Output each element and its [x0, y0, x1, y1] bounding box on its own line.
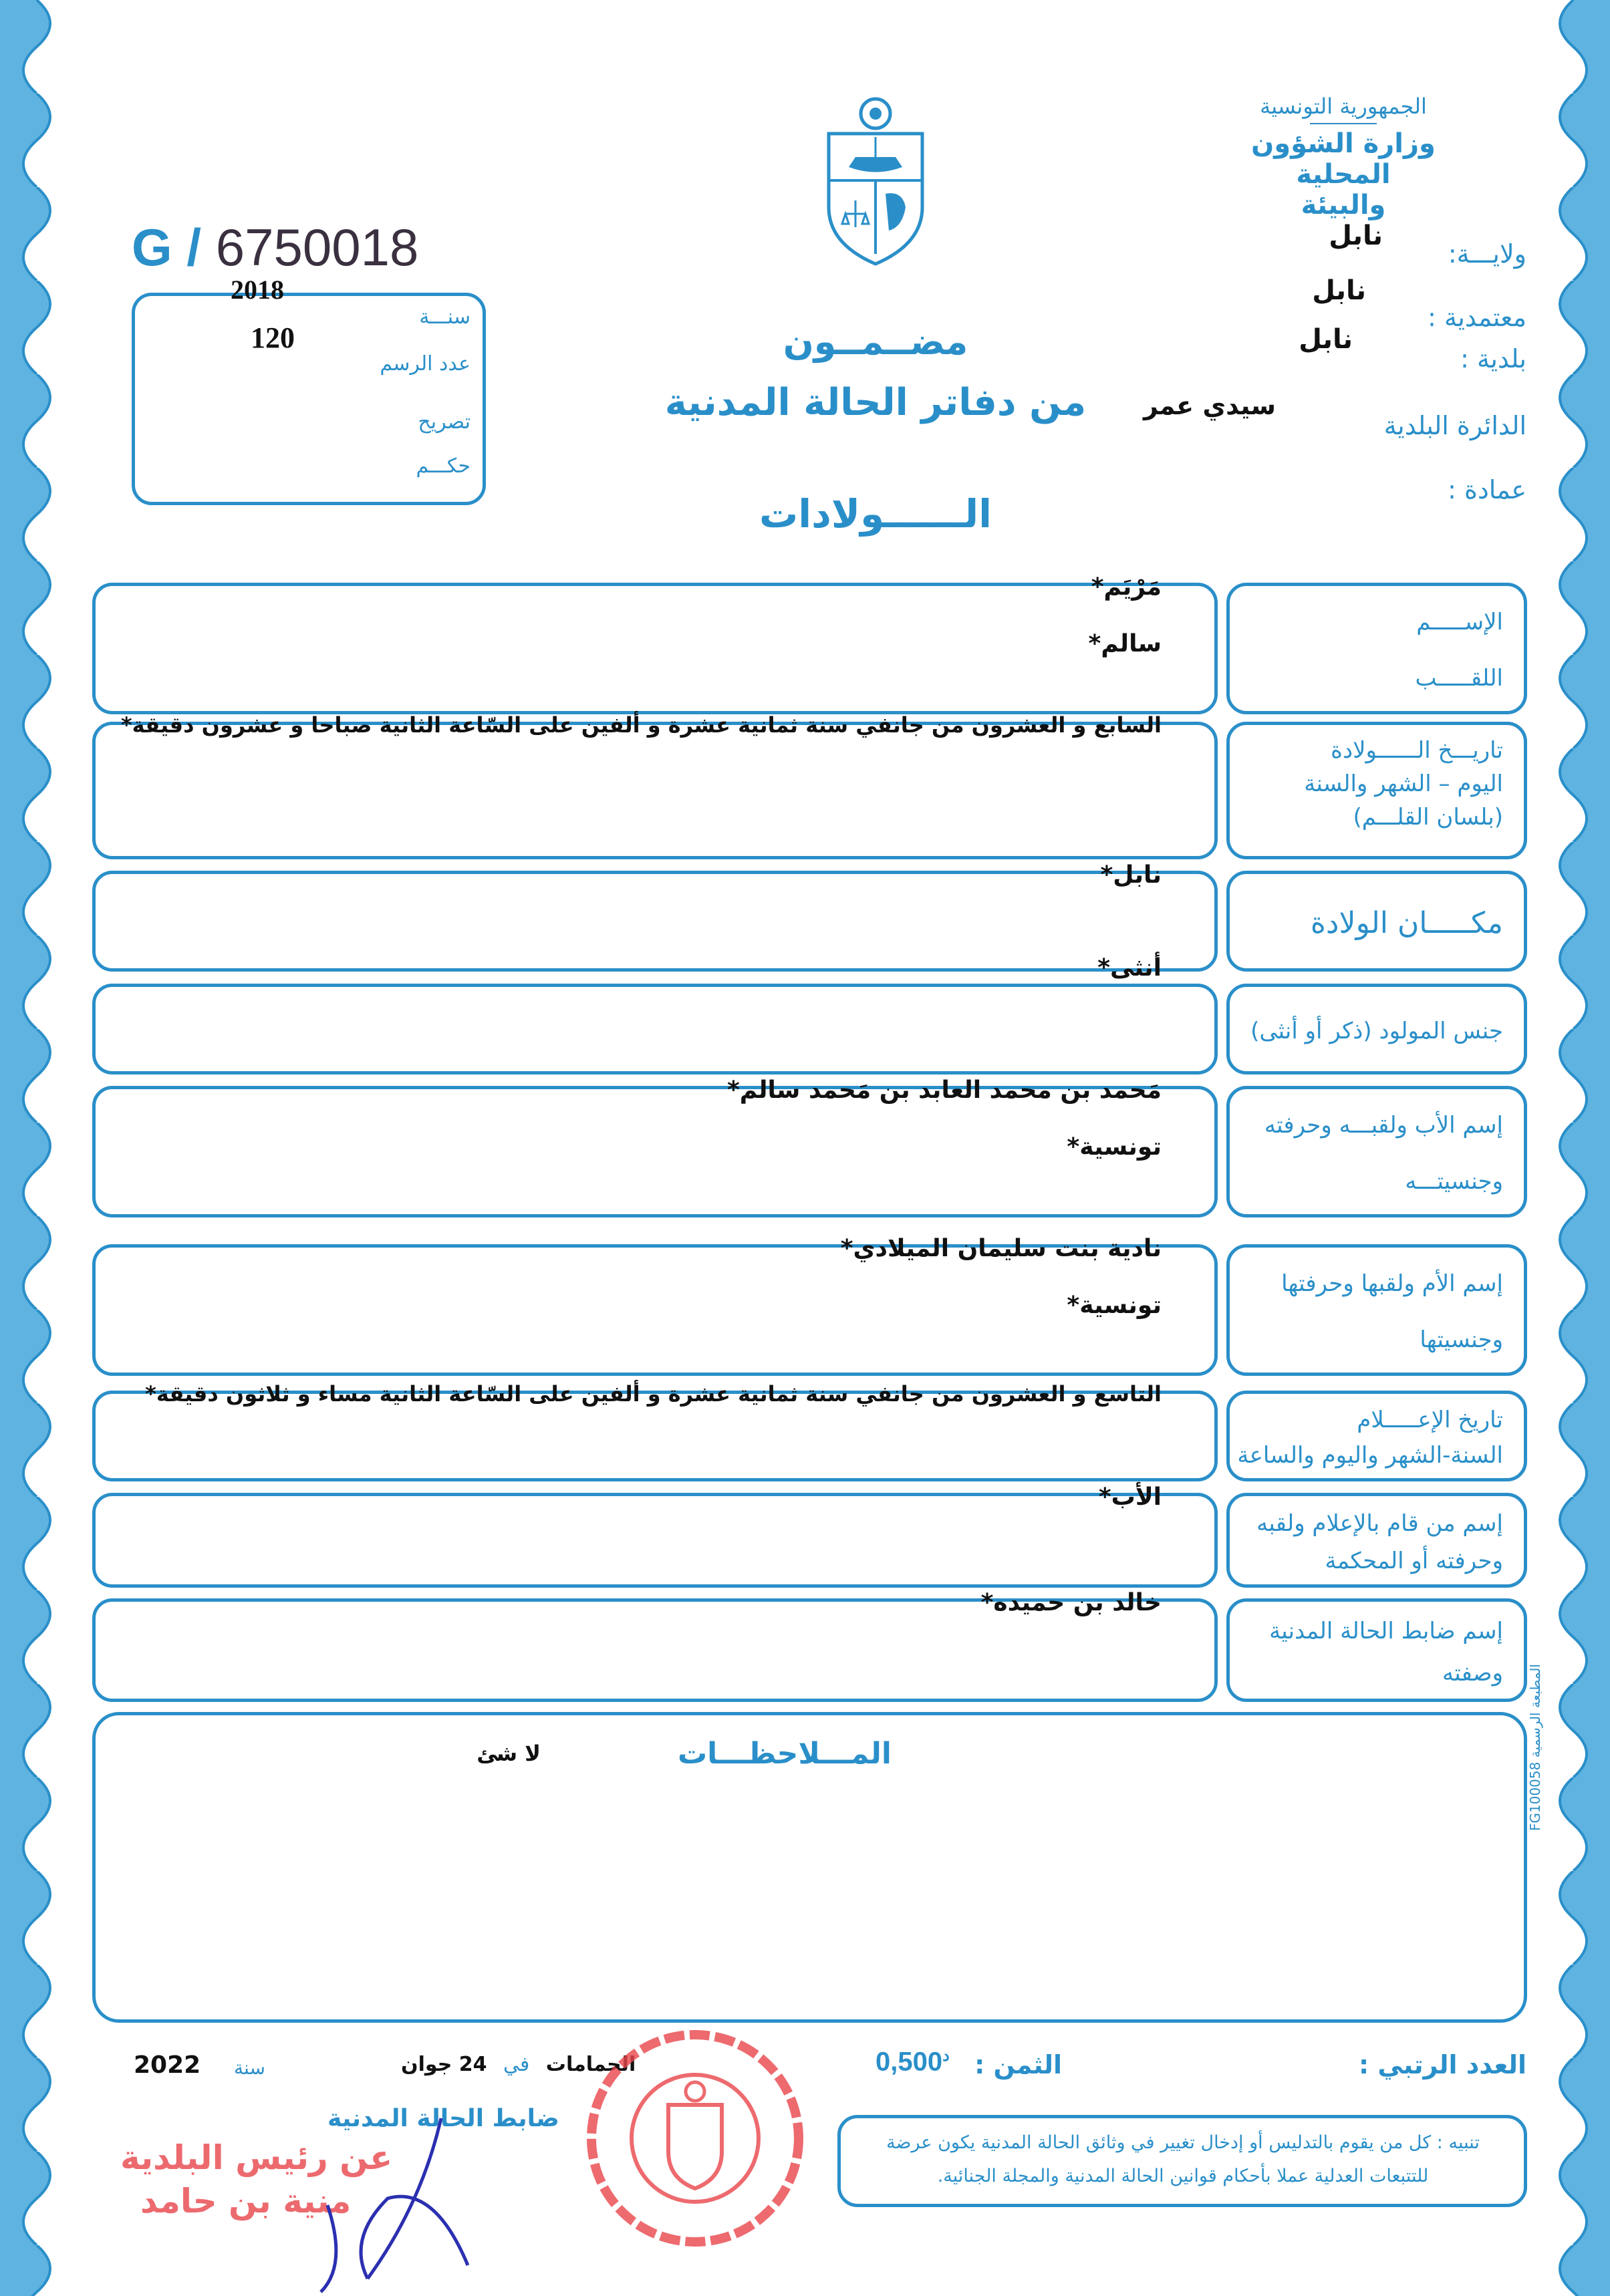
price-value: 0,500: [876, 2047, 943, 2077]
row-label: إسم من قام بالإعلام ولقبه وحرفته أو المحكمة: [1256, 1510, 1503, 1574]
remarks-value: لا شئ: [477, 1741, 541, 1766]
governorate-value: نابل: [1329, 221, 1383, 251]
title-summary: مضــمــون: [783, 321, 968, 363]
delegation-value: نابل: [1312, 275, 1366, 306]
row-label: إسم الأب ولقبـــه وحرفته وجنسيتـــه: [1264, 1112, 1503, 1195]
row-value: السابع و العشرون من جانفي سنة ثمانية عشرة و ألفين على السّاعة الثانية صباحا و عشرون دقيقة*: [120, 712, 1162, 738]
judgment-label: حكـــم: [416, 454, 471, 478]
serial-order-label: العدد الرتبي :: [1358, 2050, 1526, 2079]
row-label: مكـــــان الولادة: [1310, 906, 1503, 940]
republic-name: الجمهورية التونسية: [1260, 94, 1427, 119]
legal-notice-line2: للتتبعات العدلية عملا بأحكام قوانين الحالة المدنية والمجلة الجنائية.: [937, 2166, 1429, 2186]
tunisia-coat-of-arms-icon: [819, 94, 932, 267]
signature: [267, 2105, 495, 2296]
row-value-box: [92, 583, 1218, 714]
row-value: أنثى*: [1097, 954, 1162, 982]
row-value: سالم*: [1088, 630, 1162, 658]
row-value-box: [92, 722, 1218, 859]
delegation-label: معتمدية :: [1428, 303, 1526, 332]
ministry-name: وزارة الشؤون المحلية: [1251, 128, 1436, 190]
row-value: مَرْيَم*: [1091, 573, 1162, 601]
printer-mark: المطبعة الرسمية FG100058: [1527, 1664, 1543, 1831]
price-label: الثمن :: [974, 2050, 1062, 2079]
row-label: إسم ضابط الحالة المدنية وصفته: [1269, 1618, 1503, 1687]
year-label: سنة: [234, 2057, 265, 2079]
row-label: الإســـــم اللقـــــب: [1415, 609, 1503, 692]
separator: [1310, 123, 1377, 124]
row-value-box: [92, 1493, 1218, 1588]
left-guilloche-border: [0, 0, 67, 2296]
municipal-district-label: الدائرة البلدية: [1383, 411, 1526, 440]
row-value: نابل*: [1100, 861, 1162, 889]
municipality-label: بلدية :: [1460, 344, 1526, 374]
issue-place: الحمامات: [545, 2053, 636, 2076]
row-label: جنس المولود (ذكر أو أنثى): [1250, 1018, 1503, 1044]
currency: د: [942, 2047, 950, 2065]
sector-label: عمادة :: [1448, 475, 1526, 505]
municipal-district-value: سيدي عمر: [1144, 391, 1276, 420]
stamp-text-line2: منية بن حامد: [140, 2182, 352, 2220]
row-value-box: [92, 984, 1218, 1074]
declaration-label: تصريح: [418, 410, 471, 434]
in-label: في: [503, 2053, 530, 2076]
row-value-box: [92, 1244, 1218, 1376]
row-value: خالد بن حميده*: [980, 1589, 1162, 1616]
row-value-box: [92, 1086, 1218, 1217]
row-value: تونسية*: [1067, 1133, 1162, 1161]
record-year-label: سنـــة: [419, 305, 471, 329]
remarks-label: المـــلاحظـــات: [677, 1737, 892, 1771]
row-value: تونسية*: [1067, 1292, 1162, 1319]
issue-day: 24: [458, 2053, 487, 2076]
record-number-label: عدد الرسم: [380, 352, 471, 376]
row-label: تاريخ الإعـــــلام السنة-الشهر واليوم والساعة: [1237, 1407, 1503, 1469]
right-guilloche-border: [1543, 0, 1610, 2296]
officer-label: ضابط الحالة المدنية: [327, 2105, 559, 2132]
title-births: الــــــولادات: [759, 491, 992, 537]
row-value: الأب*: [1098, 1483, 1162, 1511]
row-value: نادية بنت سليمان الميلادي*: [840, 1235, 1162, 1262]
row-value-box: [92, 871, 1218, 972]
row-value: مَحمد بن محمد العابد بن مَحمد سالم*: [726, 1077, 1162, 1104]
serial-number: 6750018: [215, 218, 419, 277]
issue-month: جوان: [401, 2053, 452, 2076]
governorate-label: ولايـــة:: [1448, 239, 1526, 269]
municipality-value: نابل: [1299, 324, 1353, 355]
record-year-value: 2018: [231, 275, 284, 305]
legal-notice-line1: تنبيه : كل من يقوم بالتدليس أو إدخال تغيير في وثائق الحالة المدنية يكون عرضة: [886, 2132, 1480, 2153]
title-civil-registers: من دفاتر الحالة المدنية: [664, 381, 1087, 424]
record-number-value: 120: [251, 321, 295, 354]
row-label: تاريـــخ الــــــولادة اليوم – الشهر والسنة (بلسان القلـــم): [1304, 737, 1503, 831]
ministry-name-line2: والبيئة: [1301, 190, 1386, 221]
official-seal: [581, 2025, 809, 2252]
issue-year: 2022: [134, 2051, 201, 2079]
row-label: إسم الأم ولقبها وحرفتها وجنسيتها: [1281, 1270, 1503, 1353]
row-value: التاسع و العشرون من جانفي سنة ثمانية عشرة و ألفين على السّاعة الثانية مساء و ثلاثون دقيقة*: [145, 1381, 1162, 1407]
serial-prefix: G /: [132, 218, 202, 277]
stamp-text-line1: عن رئيس البلدية: [120, 2138, 393, 2177]
